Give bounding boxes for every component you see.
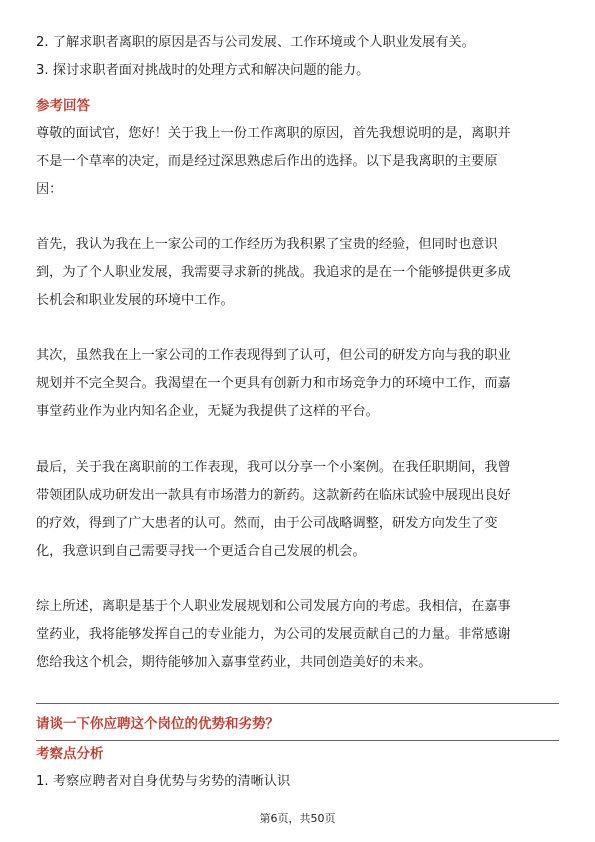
list-item: 1. 考察应聘者对自身优势与劣势的清晰认识 xyxy=(36,774,291,789)
paragraph-line: 综上所述，离职是基于个人职业发展规划和公司发展方向的考虑。我相信，在嘉事 xyxy=(36,599,511,614)
list-item: 2. 了解求职者离职的原因是否与公司发展、工作环境或个人职业发展有关。 xyxy=(36,35,475,50)
list-item: 3. 探讨求职者面对挑战时的处理方式和解决问题的能力。 xyxy=(36,63,370,78)
paragraph-line: 首先，我认为我在上一家公司的工作经历为我积累了宝贵的经验，但同时也意识 xyxy=(36,237,498,252)
reference-answer-heading: 参考回答 xyxy=(36,98,90,114)
paragraph-line: 长机会和职业发展的环境中工作。 xyxy=(36,293,234,308)
section-divider xyxy=(36,740,559,741)
paragraph-line: 事堂药业作为业内知名企业，无疑为我提供了这样的平台。 xyxy=(36,404,379,419)
paragraph-line: 的疗效，得到了广大患者的认可。然而，由于公司战略调整，研发方向发生了变 xyxy=(36,516,498,531)
analysis-heading: 考察点分析 xyxy=(36,746,104,762)
paragraph-line: 最后，关于我在离职前的工作表现，我可以分享一个小案例。在我任职期间，我曾 xyxy=(36,460,511,475)
paragraph-line: 因： xyxy=(36,182,63,197)
paragraph-line: 化，我意识到自己需要寻找一个更适合自己发展的机会。 xyxy=(36,544,366,559)
paragraph-line: 到，为了个人职业发展，我需要寻求新的挑战。我追求的是在一个能够提供更多成 xyxy=(36,265,511,280)
question-heading: 请谈一下你应聘这个岗位的优势和劣势？ xyxy=(36,716,279,732)
paragraph-line: 堂药业，我将能够发挥自己的专业能力，为公司的发展贡献自己的力量。非常感谢 xyxy=(36,627,511,642)
paragraph-line: 您给我这个机会，期待能够加入嘉事堂药业，共同创造美好的未来。 xyxy=(36,655,432,670)
section-divider xyxy=(36,703,559,704)
page-footer: 第6页，共50页 xyxy=(259,812,336,825)
paragraph-line: 规划并不完全契合。我渴望在一个更具有创新力和市场竞争力的环境中工作，而嘉 xyxy=(36,376,511,391)
paragraph-line: 不是一个草率的决定，而是经过深思熟虑后作出的选择。以下是我离职的主要原 xyxy=(36,154,498,169)
paragraph-line: 其次，虽然我在上一家公司的工作表现得到了认可，但公司的研发方向与我的职业 xyxy=(36,348,511,363)
paragraph-line: 带领团队成功研发出一款具有市场潜力的新药。这款新药在临床试验中展现出良好 xyxy=(36,488,511,503)
paragraph-line: 尊敬的面试官，您好！关于我上一份工作离职的原因，首先我想说明的是，离职并 xyxy=(36,126,511,141)
